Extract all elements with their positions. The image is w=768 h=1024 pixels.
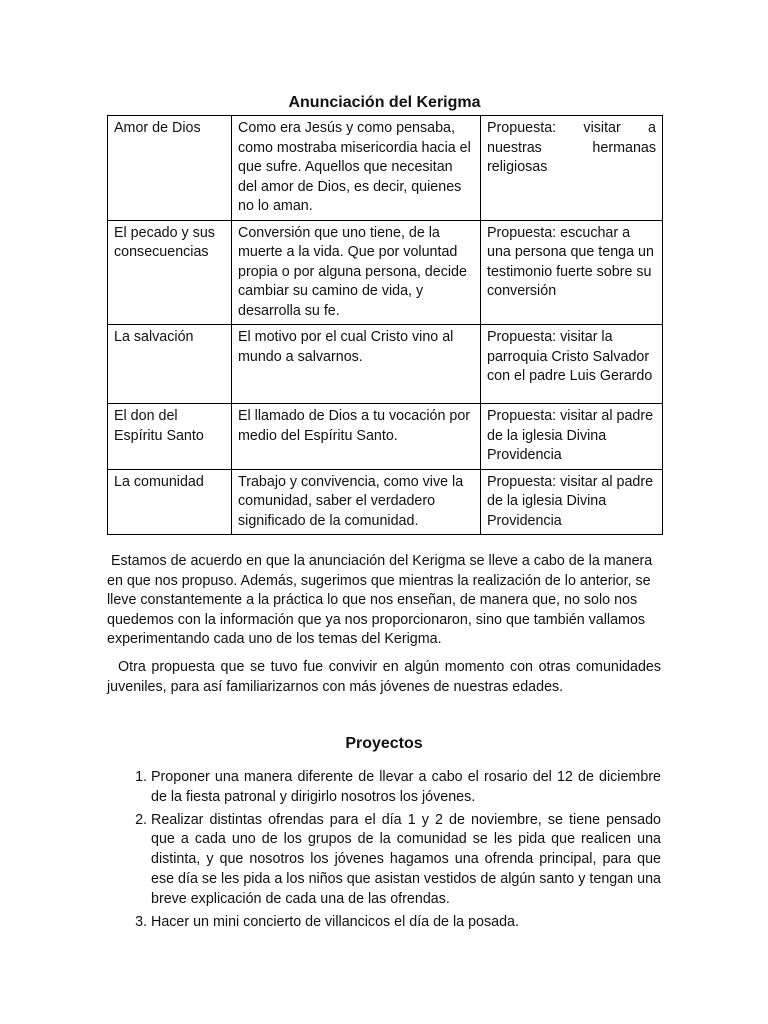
description-cell: El motivo por el cual Cristo vino al mundo a salvarnos. xyxy=(232,325,481,404)
table-row xyxy=(108,325,663,404)
proposal-cell: Propuesta: escuchar a una persona que tenga un testimonio fuerte sobre su conversión xyxy=(481,220,663,325)
list-item: 3. Hacer un mini concierto de villancicos el día de la posada. xyxy=(151,913,661,933)
paragraph-other-proposal: Otra propuesta que se tuvo fue convivir en algún momento con otras comunidades juveniles, para así familiarizarnos con más jóvenes de nuestras edades. xyxy=(107,659,661,695)
proposal-cell: Propuesta: visitar la parroquia Cristo Salvador con el padre Luis Gerardo xyxy=(481,325,663,404)
table-row xyxy=(108,469,663,535)
list-item: 1. Proponer una manera diferente de llevar a cabo el rosario del 12 de diciembre de la fiesta patronal y dirigirlo nosotros los jóvenes. xyxy=(151,768,661,808)
topic-cell: La salvación xyxy=(108,325,232,404)
document-title: Anunciación del Kerigma xyxy=(288,94,481,111)
table-row xyxy=(108,116,663,221)
topic-cell: El don del Espíritu Santo xyxy=(108,404,232,470)
list-item: 2. Realizar distintas ofrendas para el día 1 y 2 de noviembre, se tiene pensado que a cada uno de los grupos de la comunidad se les pida que realicen una distinta, y que nosotros los jóvenes hagamos una ofrenda principal, para que ese día se les pida a los niños que asistan vestidos de algún santo y tengan una breve explicación de cada una de las ofrendas. xyxy=(151,811,661,910)
description-cell: Trabajo y convivencia, como vive la comunidad, saber el verdadero significado de la comunidad. xyxy=(232,469,481,535)
projects-list xyxy=(107,768,661,935)
topic-cell: Amor de Dios xyxy=(108,116,232,221)
table-row xyxy=(108,404,663,470)
description-cell: El llamado de Dios a tu vocación por medio del Espíritu Santo. xyxy=(232,404,481,470)
proposal-cell: Propuesta: visitar al padre de la iglesia Divina Providencia xyxy=(481,469,663,535)
kerigma-table xyxy=(107,115,663,535)
paragraph-agreement: Estamos de acuerdo en que la anunciación del Kerigma se lleve a cabo de la manera en que nos propuso. Además, sugerimos que mientras la realización de lo anterior, se lleve constantemente a la práctica lo que nos enseñan, de manera que, no solo nos quedemos con la información que ya nos proporcionaron, sino que también vallamos experimentando cada uno de los temas del Kerigma. xyxy=(107,553,653,647)
table-row xyxy=(108,220,663,325)
proposal-cell: Propuesta: visitar a nuestras hermanas religiosas xyxy=(481,116,663,221)
description-cell: Como era Jesús y como pensaba, como mostraba misericordia hacia el que sufre. Aquellos que necesitan del amor de Dios, es decir, quienes no lo aman. xyxy=(232,116,481,221)
topic-cell: El pecado y sus consecuencias xyxy=(108,220,232,325)
topic-cell: La comunidad xyxy=(108,469,232,535)
description-cell: Conversión que uno tiene, de la muerte a la vida. Que por voluntad propia o por alguna persona, decide cambiar su camino de vida, y desarrolla su fe. xyxy=(232,220,481,325)
projects-title: Proyectos xyxy=(345,735,423,752)
proposal-cell: Propuesta: visitar al padre de la iglesia Divina Providencia xyxy=(481,404,663,470)
